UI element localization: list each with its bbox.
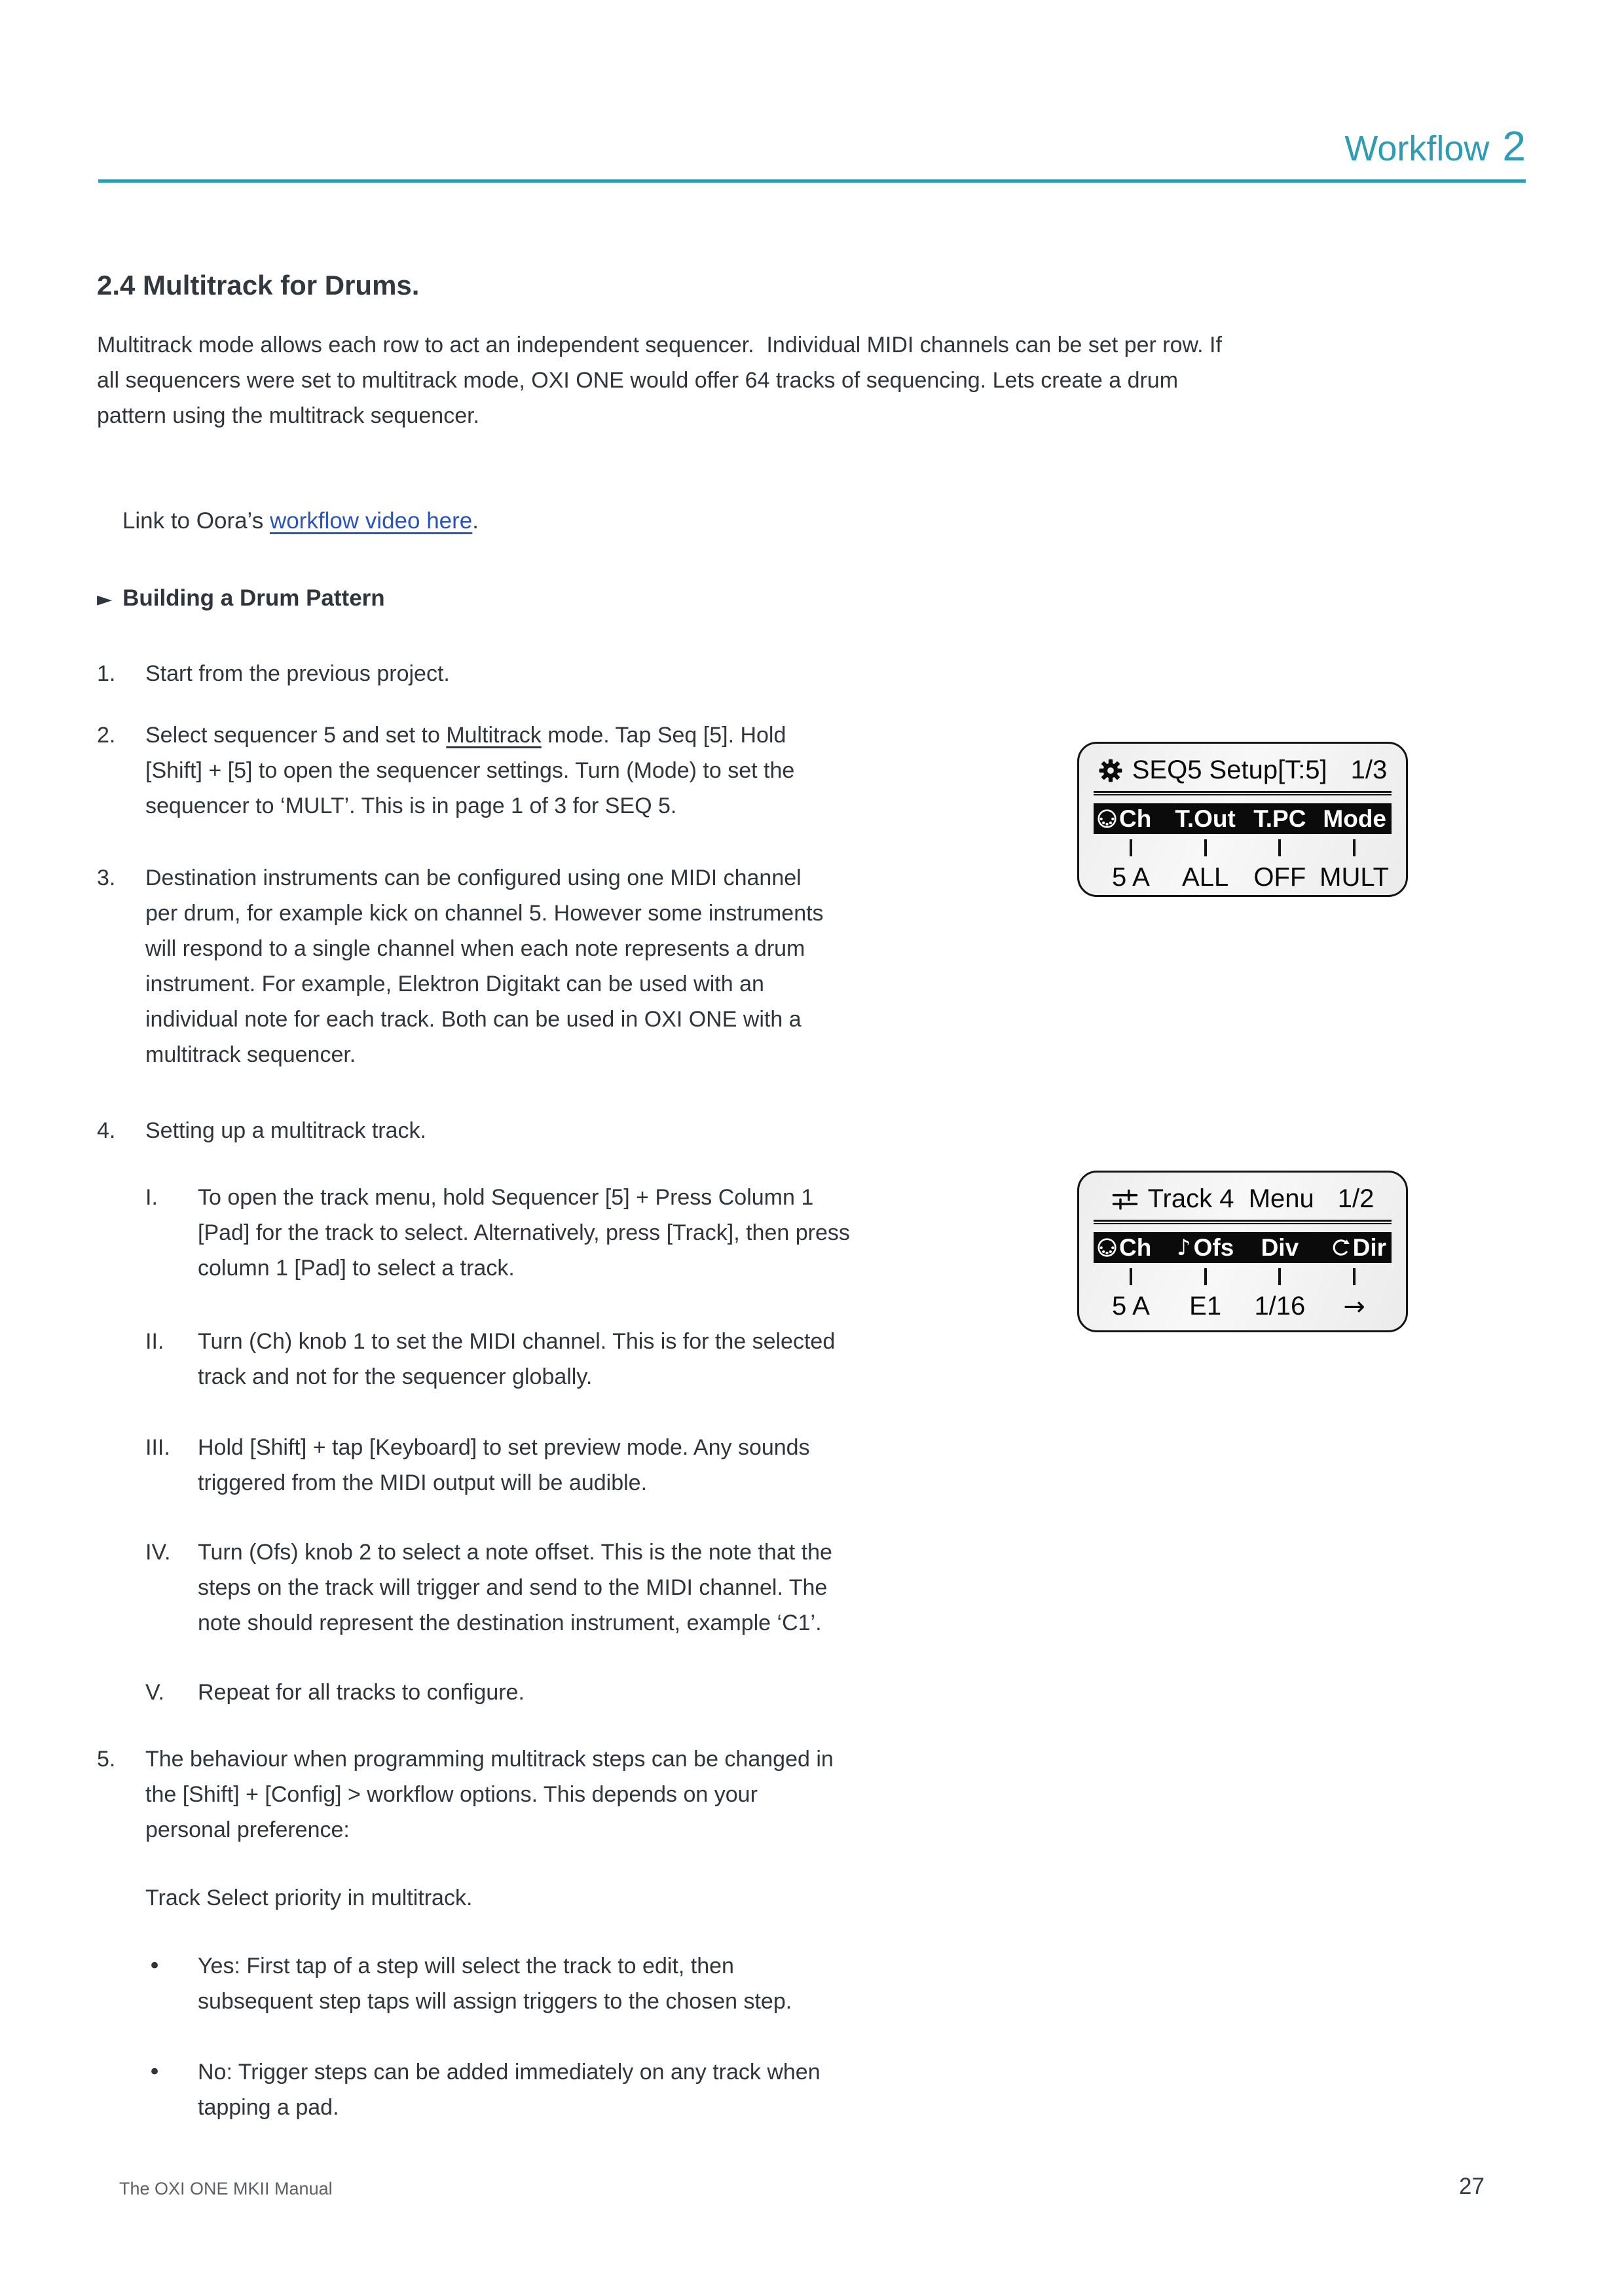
value-tout: ALL	[1182, 863, 1229, 892]
intro-line: Multitrack mode allows each row to act an independent sequencer. Individual MIDI channels can be set per row. If	[97, 333, 1222, 357]
tick-mark	[1353, 839, 1356, 856]
item-line: Select sequencer 5 and set to Multitrack mode. Tap Seq [5]. Hold	[145, 723, 786, 748]
item-line: [Shift] + [5] to open the sequencer settings. Turn (Mode) to set the	[145, 758, 795, 783]
tick-mark	[1130, 839, 1132, 856]
item-line: multitrack sequencer.	[145, 1042, 356, 1067]
screen-title-row	[1079, 1184, 1406, 1214]
item-line: Destination instruments can be configured using one MIDI channel	[145, 866, 802, 890]
item-number: 2.	[97, 723, 116, 748]
value-ch: 5 A	[1111, 1292, 1150, 1321]
screen-page-indicator: 1/2	[1337, 1184, 1375, 1213]
column-div: Div	[1261, 1233, 1299, 1261]
column-dir: Dir	[1317, 1234, 1392, 1262]
column-ch: Ch	[1094, 1234, 1168, 1262]
bullet-icon: •	[148, 2059, 162, 2085]
screen-values-row	[1094, 863, 1392, 892]
chapter-header	[1344, 122, 1526, 170]
column-tout: T.Out	[1175, 805, 1236, 832]
bullet-yes	[148, 1948, 792, 2019]
item-number: I.	[145, 1185, 158, 1210]
item-line: tapping a pad.	[198, 2095, 339, 2120]
footer-page-number: 27	[1459, 2174, 1485, 2199]
item-line: Turn (Ch) knob 1 to set the MIDI channel. This is for the selected	[198, 1329, 836, 1354]
item-line: column 1 [Pad] to select a track.	[198, 1256, 515, 1281]
intro-line: pattern using the multitrack sequencer.	[97, 403, 479, 428]
screen-title-rule	[1094, 1220, 1392, 1224]
sub-item-V	[145, 1675, 525, 1710]
intro-line: all sequencers were set to multitrack mode, OXI ONE would offer 64 tracks of sequencing. Lets create a drum	[97, 368, 1179, 393]
item-text: Repeat for all tracks to configure.	[198, 1680, 525, 1705]
list-item-3	[97, 860, 824, 1072]
link-suffix-text: .	[472, 508, 479, 534]
item-line: sequencer to ‘MULT’. This is in page 1 of 3 for SEQ 5.	[145, 793, 677, 818]
item-number: 5.	[97, 1747, 116, 1772]
video-link-line	[97, 482, 479, 560]
list-item-2	[97, 718, 794, 824]
item-number: II.	[145, 1329, 164, 1354]
midi-din-icon	[1096, 1237, 1118, 1258]
track-select-priority-line: Track Select priority in multitrack.	[145, 1886, 473, 1910]
tick-mark	[1278, 1268, 1281, 1285]
item-number: IV.	[145, 1540, 171, 1565]
item-text: Setting up a multitrack track.	[145, 1118, 426, 1143]
item-number: III.	[145, 1435, 170, 1460]
music-note-icon: ♪	[1176, 1234, 1191, 1261]
sliders-icon	[1111, 1188, 1139, 1211]
list-item-1	[97, 656, 450, 691]
list-item-4	[97, 1113, 426, 1148]
item-line: Yes: First tap of a step will select the track to edit, then	[198, 1954, 734, 1978]
underlined-word: Multitrack	[446, 723, 542, 748]
screen-values-row	[1094, 1292, 1392, 1322]
screen-ticks-row	[1094, 839, 1392, 856]
item-line: will respond to a single channel when each note represents a drum	[145, 936, 805, 961]
value-ch: 5 A	[1111, 863, 1150, 892]
seq5-setup-screen	[1077, 742, 1408, 897]
intro-paragraph	[97, 327, 1222, 433]
item-line: To open the track menu, hold Sequencer [5] + Press Column 1	[198, 1185, 814, 1210]
item-line: The behaviour when programming multitrack steps can be changed in	[145, 1747, 834, 1772]
list-item-5	[97, 1741, 834, 1848]
item-line: Hold [Shift] + tap [Keyboard] to set preview mode. Any sounds	[198, 1435, 810, 1460]
item-line: note should represent the destination instrument, example ‘C1’.	[198, 1611, 822, 1635]
bullet-icon: •	[148, 1953, 162, 1979]
link-prefix-text: Link to Oora’s	[122, 508, 270, 534]
item-line: [Pad] for the track to select. Alternatively, press [Track], then press	[198, 1220, 850, 1245]
item-number: 3.	[97, 866, 116, 890]
sub-item-II	[145, 1324, 835, 1394]
item-number: 1.	[97, 661, 116, 686]
tick-mark	[1204, 1268, 1207, 1285]
chapter-title: Workflow	[1344, 129, 1490, 168]
column-ch: Ch	[1094, 805, 1168, 833]
column-ofs: ♪ Ofs	[1176, 1233, 1234, 1261]
value-dir-arrow: →	[1343, 1292, 1365, 1322]
sub-item-IV	[145, 1535, 832, 1641]
item-text: Start from the previous project.	[145, 661, 450, 686]
item-line: steps on the track will trigger and send to the MIDI channel. The	[198, 1575, 828, 1600]
item-line: individual note for each track. Both can be used in OXI ONE with a	[145, 1007, 802, 1032]
screen-title-row	[1079, 756, 1406, 785]
item-line: subsequent step taps will assign triggers to the chosen step.	[198, 1989, 792, 2014]
item-line: Turn (Ofs) knob 2 to select a note offset. This is the note that the	[198, 1540, 832, 1565]
building-drum-pattern-heading	[97, 585, 385, 611]
screen-column-header-bar	[1094, 1232, 1392, 1263]
subhead-label: Building a Drum Pattern	[122, 585, 385, 611]
header-rule	[98, 179, 1526, 183]
screen-title: Track 4 Menu	[1147, 1184, 1314, 1213]
tick-mark	[1278, 839, 1281, 856]
value-ofs: E1	[1189, 1292, 1222, 1321]
gear-icon	[1098, 758, 1123, 783]
tick-mark	[1353, 1268, 1356, 1285]
column-tpc: T.PC	[1253, 805, 1306, 832]
tick-mark	[1130, 1268, 1132, 1285]
screen-page-indicator: 1/3	[1350, 756, 1388, 784]
screen-title-rule	[1094, 791, 1392, 795]
screen-column-header-bar	[1094, 803, 1392, 834]
item-line: triggered from the MIDI output will be audible.	[198, 1470, 648, 1495]
item-line: instrument. For example, Elektron Digitakt can be used with an	[145, 972, 764, 996]
section-title: 2.4 Multitrack for Drums.	[97, 270, 420, 301]
item-line: No: Trigger steps can be added immediately on any track when	[198, 2060, 821, 2085]
item-number: V.	[145, 1680, 165, 1705]
item-line: per drum, for example kick on channel 5. However some instruments	[145, 901, 824, 926]
sub-item-III	[145, 1430, 810, 1501]
track4-menu-screen	[1077, 1171, 1408, 1332]
item-line: track and not for the sequencer globally.	[198, 1364, 593, 1389]
right-pointer-icon: ►	[97, 588, 113, 611]
loop-icon	[1331, 1237, 1352, 1258]
screen-ticks-row	[1094, 1268, 1392, 1285]
midi-din-icon	[1096, 808, 1118, 829]
item-line: the [Shift] + [Config] > workflow options. This depends on your	[145, 1782, 758, 1807]
item-number: 4.	[97, 1118, 116, 1143]
value-div: 1/16	[1254, 1292, 1306, 1321]
column-mode: Mode	[1323, 805, 1386, 832]
screen-title: SEQ5 Setup[T:5]	[1132, 756, 1327, 784]
bullet-no	[148, 2054, 821, 2125]
footer-manual-title: The OXI ONE MKII Manual	[119, 2179, 333, 2198]
value-tpc: OFF	[1253, 863, 1306, 892]
value-mode: MULT	[1320, 863, 1390, 892]
item-line: personal preference:	[145, 1817, 350, 1842]
workflow-video-link[interactable]: workflow video here	[269, 508, 473, 534]
chapter-number: 2	[1502, 122, 1526, 170]
tick-mark	[1204, 839, 1207, 856]
sub-item-I	[145, 1180, 850, 1286]
